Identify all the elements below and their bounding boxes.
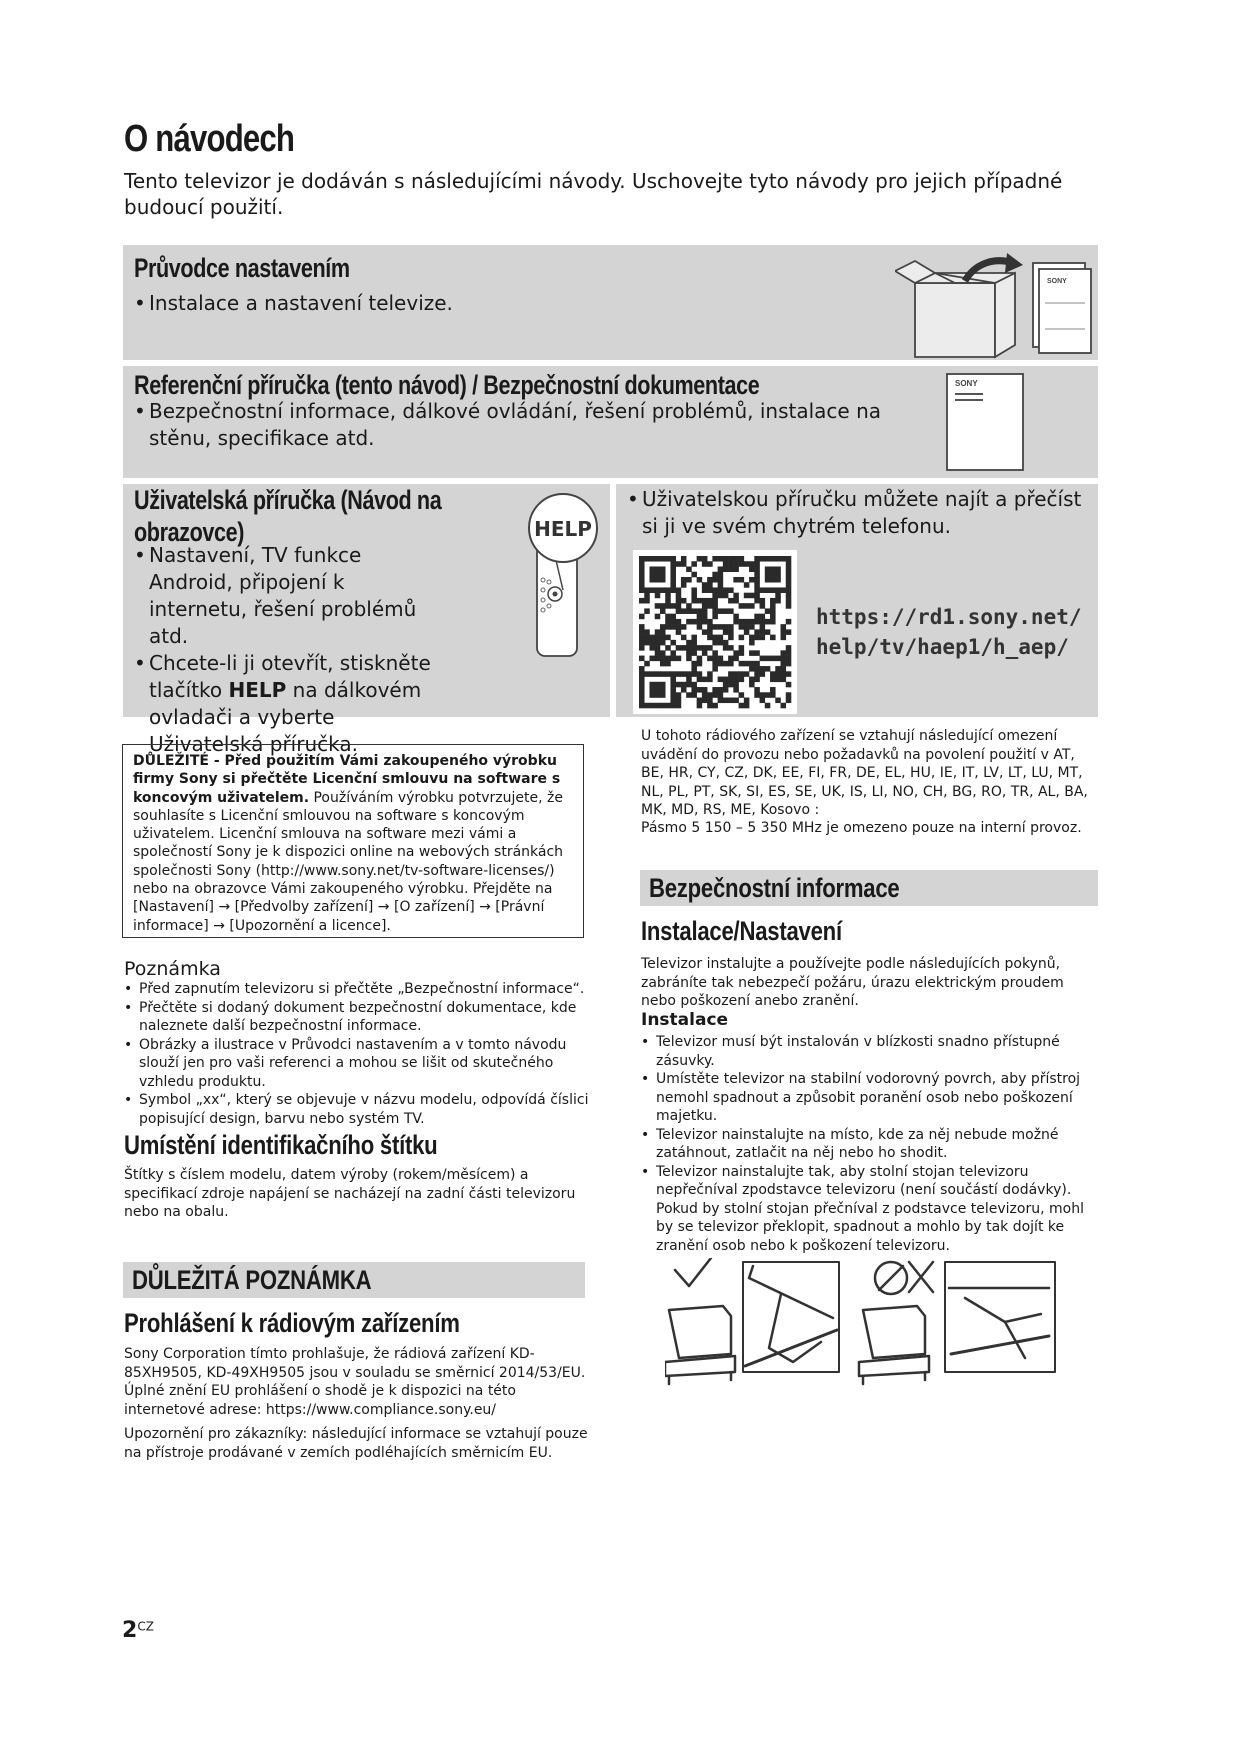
remote-help-icon bbox=[523, 490, 603, 660]
cross-icon bbox=[909, 1262, 933, 1292]
setup-guide-list bbox=[134, 290, 453, 317]
box-and-manual-icon bbox=[895, 253, 1095, 361]
user-guide-list bbox=[134, 542, 434, 758]
installation-item: • Televizor nainstalujte tak, aby stolní stojan televizoru nepřečníval zpodstavce televizoru (není součástí dodávky). Pokud by stolní stojan přečníval z podstavce televizoru, mohl by se televizor překlopit, spadnout a mohlo by tak dojít ke zranění osob nebo k poškození televizoru. bbox=[641, 1163, 1101, 1256]
note-heading: Poznámka bbox=[124, 958, 221, 980]
reference-guide-box bbox=[123, 366, 1098, 478]
radio-restriction-text: U tohoto rádiového zařízení se vztahují následující omezení uvádění do provozu nebo požadavků na povolení použití v AT, BE, HR, CY, CZ, DK, EE, FI, FR, DE, EL, HU, IE, IT, LV, LT, LU, MT, NL, PL, PT, SK, SI, ES, SE, UK, IS, LI, NO, CH, BG, RO, TR, AL, BA, MK, MD, RS, ME, Kosovo : bbox=[641, 728, 1088, 818]
check-icon bbox=[675, 1258, 711, 1286]
phone-guide-item: • Uživatelskou příručku můžete najít a přečíst si ji ve svém chytrém telefonu. bbox=[627, 486, 1087, 540]
setup-guide-box bbox=[123, 245, 1098, 360]
important-note-title: DŮLEŽITÁ POZNÁMKA bbox=[132, 1265, 372, 1295]
reference-guide-heading: Referenční příručka (tento návod) / Bezpečnostní dokumentace bbox=[134, 370, 760, 400]
user-guide-box bbox=[123, 484, 610, 756]
label-location-heading: Umístění identifikačního štítku bbox=[124, 1130, 438, 1160]
note-item: • Před zapnutím televizoru si přečtěte „Bezpečnostní informace“. bbox=[124, 980, 589, 999]
page-number-value: 2 bbox=[122, 1618, 138, 1643]
important-note-bar bbox=[123, 1262, 585, 1298]
manual-icon bbox=[945, 372, 1025, 472]
user-guide-url[interactable] bbox=[816, 602, 1082, 662]
intro-text: Tento televizor je dodáván s následujícími návody. Uschovejte tyto návody pro jejich případné budoucí použití. bbox=[124, 169, 1063, 219]
radio-declaration-heading: Prohlášení k rádiovým zařízením bbox=[124, 1308, 460, 1338]
installation-item: • Umístěte televizor na stabilní vodorovný povrch, aby přístroj nemohl spadnout a způsobit poranění osob nebo poškození majetku. bbox=[641, 1070, 1101, 1126]
qr-code-container bbox=[633, 550, 797, 714]
user-guide-heading-line1: Uživatelská příručka (Návod na bbox=[134, 485, 442, 515]
safety-title: Bezpečnostní informace bbox=[649, 873, 900, 903]
url-line-2[interactable]: help/tv/haep1/h_aep/ bbox=[816, 635, 1069, 659]
user-guide-heading-line2: obrazovce) bbox=[134, 517, 245, 547]
help-label: HELP bbox=[534, 517, 592, 541]
note-item: • Obrázky a ilustrace v Průvodci nastavením a v tomto návodu slouží jen pro vaši referenci a mohou se lišit od skutečného vzhledu produktu. bbox=[124, 1036, 589, 1092]
manual-brand: SONY bbox=[955, 379, 978, 388]
notice-bold: DŮLEŽITÉ - Před použitím Vámi zakoupeného výrobku firmy Sony si přečtěte Licenční smlouvu na software s koncovým uživatelem. bbox=[133, 753, 561, 806]
reference-guide-item: • Bezpečnostní informace, dálkové ovládání, řešení problémů, instalace na stěnu, specifikace atd. bbox=[134, 398, 934, 452]
license-notice bbox=[122, 744, 584, 938]
frequency-restriction-text: Pásmo 5 150 – 5 350 MHz je omezeno pouze na interní provoz. bbox=[641, 820, 1082, 836]
customer-notice-text: Upozornění pro zákazníky: následující informace se vztahují pouze na přístroje prodávané v zemích podléhajících směrnicím EU. bbox=[124, 1426, 588, 1461]
page-title: O návodech bbox=[124, 118, 295, 160]
radio-declaration-text: Sony Corporation tímto prohlašuje, že rádiová zařízení KD-85XH9505, KD-49XH9505 jsou v souladu se směrnicí 2014/53/EU. Úplné znění EU prohlášení o shodě je k dispozici na této internetové adrese: https://www.compliance.sony.eu/ bbox=[124, 1346, 586, 1418]
url-line-1[interactable]: https://rd1.sony.net/ bbox=[816, 605, 1082, 629]
installation-item: • Televizor nainstalujte na místo, kde za něj nebude možné zatáhnout, zatlačit na něj nebo ho shodit. bbox=[641, 1126, 1101, 1163]
label-location-text: Štítky s číslem modelu, datem výroby (rokem/měsícem) a specifikací zdroje napájení se nacházejí na zadní části televizoru nebo na obalu. bbox=[124, 1167, 576, 1220]
phone-guide-list bbox=[627, 486, 1087, 540]
notice-text: Používáním výrobku potvrzujete, že souhlasíte s Licenční smlouvou na software s koncovým uživatelem. Licenční smlouva na software mezi vámi a společností Sony je k dispozici online na webových stránkách společnosti Sony (http://www.sony.net/tv-software-licenses/) nebo na obrazovce Vámi zakoupeného výrobku. Přejděte na [Nastavení] → [Předvolby zařízení] → [O zařízení] → [Právní informace] → [Upozornění a licence]. bbox=[133, 789, 564, 934]
phone-guide-box bbox=[616, 484, 1098, 717]
safety-bar bbox=[640, 870, 1098, 906]
user-guide-item: • Nastavení, TV funkce Android, připojení k internetu, řešení problémů atd. bbox=[134, 542, 434, 650]
installation-list bbox=[641, 1033, 1101, 1255]
user-guide-item: • Chcete-li ji otevřít, stiskněte tlačítko HELP na dálkovém ovladači a vyberte Uživatelská příručka. bbox=[134, 650, 434, 758]
installation-subheading: Instalace bbox=[641, 1010, 729, 1030]
setup-guide-item: • Instalace a nastavení televize. bbox=[134, 290, 453, 317]
tv-stand-illustration bbox=[665, 1258, 1065, 1388]
note-item: • Symbol „xx“, který se objevuje v názvu modelu, odpovídá číslici popisující design, barvu nebo systém TV. bbox=[124, 1091, 589, 1128]
installation-setup-heading: Instalace/Nastavení bbox=[641, 916, 842, 946]
safety-intro: Televizor instalujte a používejte podle následujících pokynů, zabráníte tak nebezpečí požáru, úrazu elektrickým proudem nebo poškození anebo zranění. bbox=[641, 956, 1064, 1009]
reference-guide-list bbox=[134, 398, 934, 452]
note-item: • Přečtěte si dodaný dokument bezpečnostní dokumentace, kde naleznete další bezpečnostní informace. bbox=[124, 999, 589, 1036]
page-number-suffix: CZ bbox=[137, 1619, 154, 1634]
setup-guide-heading: Průvodce nastavením bbox=[134, 253, 350, 283]
note-list bbox=[124, 980, 589, 1128]
qr-code-icon bbox=[633, 550, 797, 714]
page-number bbox=[122, 1618, 154, 1643]
svg-text:SONY: SONY bbox=[1047, 278, 1067, 285]
installation-item: • Televizor musí být instalován v blízkosti snadno přístupné zásuvky. bbox=[641, 1033, 1101, 1070]
